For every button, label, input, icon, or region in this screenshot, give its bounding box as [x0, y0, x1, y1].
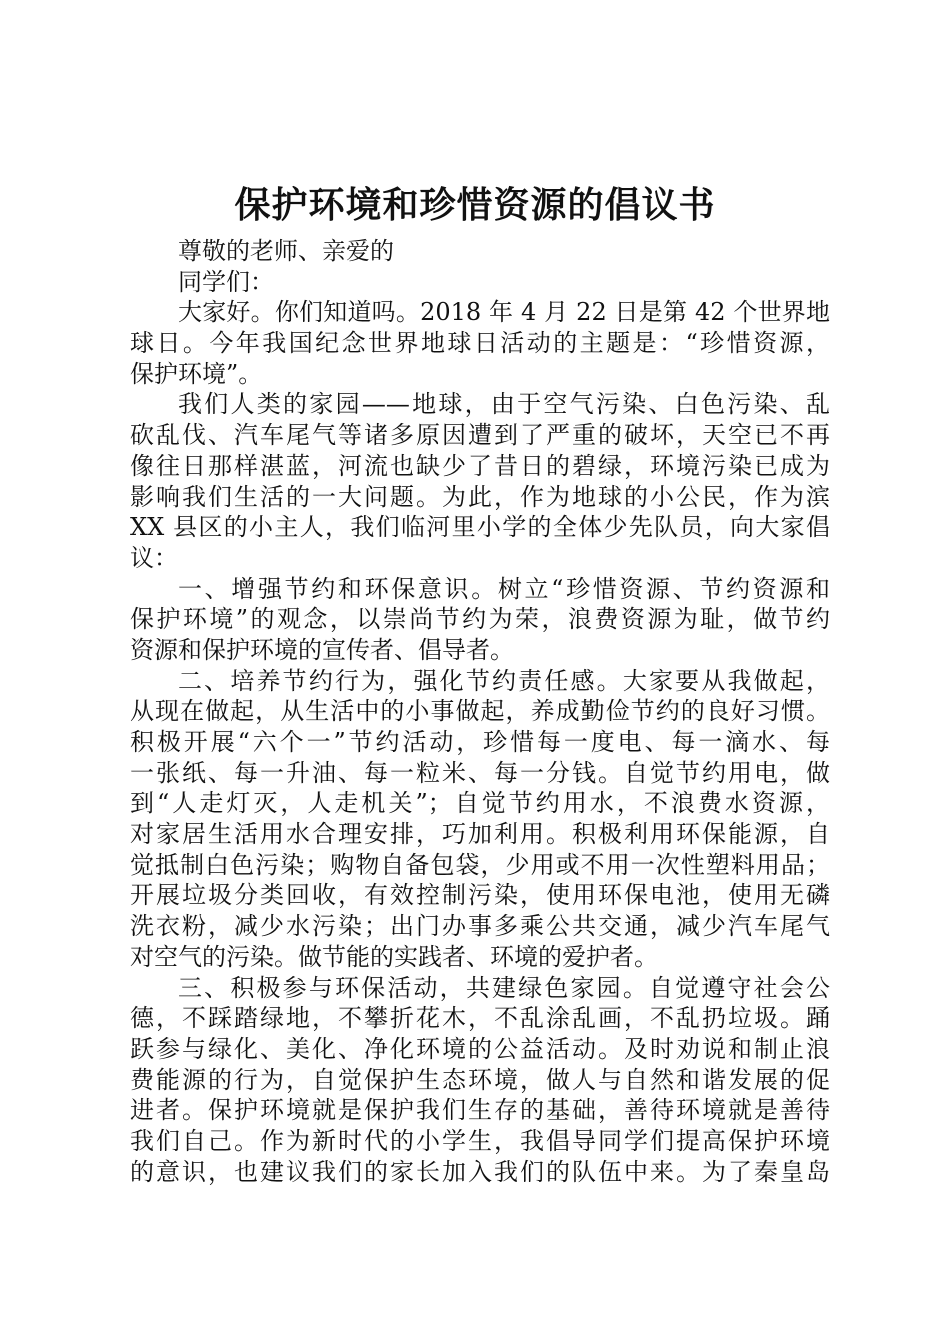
text-line: 三、积极参与环保活动，共建绿色家园。自觉遵守社会公: [178, 973, 830, 1002]
text-line: 德，不踩踏绿地，不攀折花木，不乱涂乱画，不乱扔垃圾。踊: [130, 1004, 830, 1033]
text-line: 我们人类的家园——地球，由于空气污染、白色污染、乱: [178, 390, 830, 419]
text-line: 同学们：: [178, 267, 274, 296]
text-line: 我们自己。作为新时代的小学生，我倡导同学们提高保护环境: [130, 1126, 830, 1155]
text-line: 影响我们生活的一大问题。为此，作为地球的小公民，作为滨: [130, 482, 830, 511]
text-line: 的意识，也建议我们的家长加入我们的队伍中来。为了秦皇岛: [130, 1157, 830, 1186]
text-line: 一、增强节约和环保意识。树立“珍惜资源、节约资源和: [178, 574, 830, 603]
text-line: 二、培养节约行为，强化节约责任感。大家要从我做起，: [178, 666, 830, 695]
text-line: 像往日那样湛蓝，河流也缺少了昔日的碧绿，环境污染已成为: [130, 451, 830, 480]
text-line: 保护环境”的观念，以崇尚节约为荣，浪费资源为耻，做节约: [130, 605, 830, 634]
text-line: 积极开展“六个一”节约活动，珍惜每一度电、每一滴水、每: [130, 728, 830, 756]
text-line: 从现在做起，从生活中的小事做起，养成勤俭节约的良好习惯。: [130, 697, 830, 726]
document-title: 保护环境和珍惜资源的倡议书: [234, 184, 716, 226]
text-line: 一张纸、每一升油、每一粒米、每一分钱。自觉节约用电，做: [130, 758, 830, 787]
text-line: 到“人走灯灭，人走机关”；自觉节约用水，不浪费水资源，: [130, 789, 830, 818]
text-line: 保护环境”。: [130, 359, 263, 388]
text-line: 对空气的污染。做节能的实践者、环境的爱护者。: [130, 942, 658, 971]
text-line: 砍乱伐、汽车尾气等诸多原因遭到了严重的破坏，天空已不再: [130, 421, 830, 450]
text-line: 球日。今年我国纪念世界地球日活动的主题是：“珍惜资源，: [130, 329, 830, 358]
text-line: 议：: [130, 543, 178, 572]
text-line: 进者。保护环境就是保护我们生存的基础，善待环境就是善待: [130, 1096, 830, 1125]
text-line: 尊敬的老师、亲爱的: [178, 237, 394, 265]
text-line: XX 县区的小主人，我们临河里小学的全体少先队员，向大家倡: [130, 513, 830, 542]
document-body: [130, 236, 830, 1187]
text-line: 跃参与绿化、美化、净化环境的公益活动。及时劝说和制止浪: [130, 1034, 830, 1063]
text-line: 对家居生活用水合理安排，巧加利用。积极利用环保能源，自: [130, 820, 830, 849]
text-line: 觉抵制白色污染；购物自备包袋，少用或不用一次性塑料用品；: [130, 850, 830, 879]
text-line: 开展垃圾分类回收，有效控制污染，使用环保电池，使用无磷: [130, 881, 830, 910]
text-line: 费能源的行为，自觉保护生态环境，做人与自然和谐发展的促: [130, 1065, 830, 1094]
text-line: 洗衣粉，减少水污染；出门办事多乘公共交通，减少汽车尾气: [130, 912, 830, 941]
text-line: 资源和保护环境的宣传者、倡导者。: [130, 635, 514, 664]
text-line: 大家好。你们知道吗。2018 年 4 月 22 日是第 42 个世界地: [178, 298, 830, 327]
